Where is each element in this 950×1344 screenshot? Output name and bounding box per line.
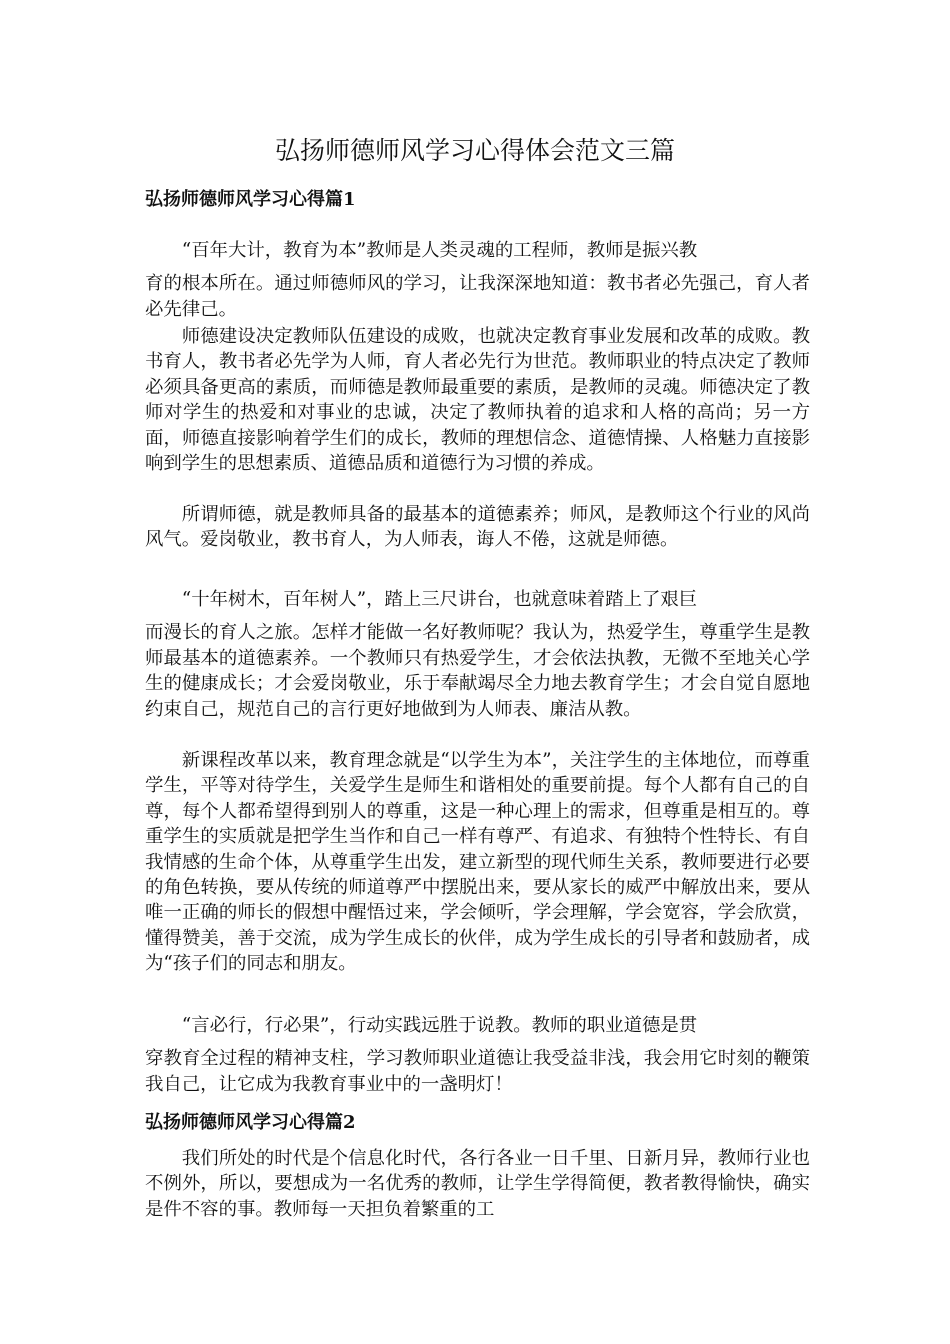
paragraph-5: 新课程改革以来，教育理念就是“以学生为本”，关注学生的主体地位，而尊重学生，平等对待学生，关爱学生是师生和谐相处的重要前提。每个人都有自己的自尊，每个人都希望得到别人的尊重，这是一种心理上的需求，但尊重是相互的。尊重学生的实质就是把学生当作和自己一样有尊严、有追求、有独特个性特长、有自我情感的生命个体，从尊重学生出发，建立新型的现代师生关系，教师要进行必要的角色转换，要从传统的师道尊严中摆脱出来，要从家长的威严中解放出来，要从唯一正确的师长的假想中醒悟过来，学会倾听，学会理解，学会宽容，学会欣赏，懂得赞美，善于交流，成为学生成长的伙伴，成为学生成长的引导者和鼓励者，成为“孩子们的同志和朋友。 <box>145 750 810 975</box>
paragraph-6-line-1: “言必行，行必果”，行动实践远胜于说教。教师的职业道德是贯 <box>181 1015 698 1036</box>
section-heading-2: 弘扬师德师风学习心得篇2 <box>145 1112 356 1133</box>
document-title: 弘扬师德师风学习心得体会范文三篇 <box>274 136 675 165</box>
paragraph-6 <box>145 1013 810 1097</box>
paragraph-1 <box>145 238 810 322</box>
paragraph-6-rest: 穿教育全过程的精神支柱，学习教师职业道德让我受益非浅，我会用它时刻的鞭策我自己，让它成为我教育事业中的一盏明灯！ <box>145 1048 810 1095</box>
paragraph-7: 我们所处的时代是个信息化时代，各行各业一日千里、日新月异，教师行业也不例外，所以，要想成为一名优秀的教师，让学生学得简便，教者教得愉快，确实是件不容的事。教师每一天担负着繁重的工 <box>145 1148 810 1220</box>
section-heading-1: 弘扬师德师风学习心得篇1 <box>145 189 356 210</box>
paragraph-3: 所谓师德，就是教师具备的最基本的道德素养；师风，是教师这个行业的风尚风气。爱岗敬业，教书育人，为人师表，诲人不倦，这就是师德。 <box>145 504 810 551</box>
paragraph-4-line-1: “十年树木，百年树人”，踏上三尺讲台，也就意味着踏上了艰巨 <box>181 589 698 610</box>
paragraph-1-rest: 育的根本所在。通过师德师风的学习，让我深深地知道：教书者必先强己，育人者必先律己。 <box>145 273 810 320</box>
paragraph-2: 师德建设决定教师队伍建设的成败，也就决定教育事业发展和改革的成败。教书育人，教书者必先学为人师，育人者必先行为世范。教师职业的特点决定了教师必须具备更高的素质，而师德是教师最重要的素质，是教师的灵魂。师德决定了教师对学生的热爱和对事业的忠诚，决定了教师执着的追求和人格的高尚；另一方面，师德直接影响着学生们的成长，教师的理想信念、道德情操、人格魅力直接影响到学生的思想素质、道德品质和道德行为习惯的养成。 <box>145 326 810 475</box>
paragraph-4 <box>145 587 810 722</box>
paragraph-1-line-1: “百年大计，教育为本”教师是人类灵魂的工程师，教师是振兴教 <box>181 240 698 261</box>
paragraph-4-rest: 而漫长的育人之旅。怎样才能做一名好教师呢？我认为，热爱学生，尊重学生是教师最基本的道德素养。一个教师只有热爱学生，才会依法执教，无微不至地关心学生的健康成长；才会爱岗敬业，乐于奉献竭尽全力地去教育学生；才会自觉自愿地约束自己，规范自己的言行更好地做到为人师表、廉洁从教。 <box>145 622 810 720</box>
